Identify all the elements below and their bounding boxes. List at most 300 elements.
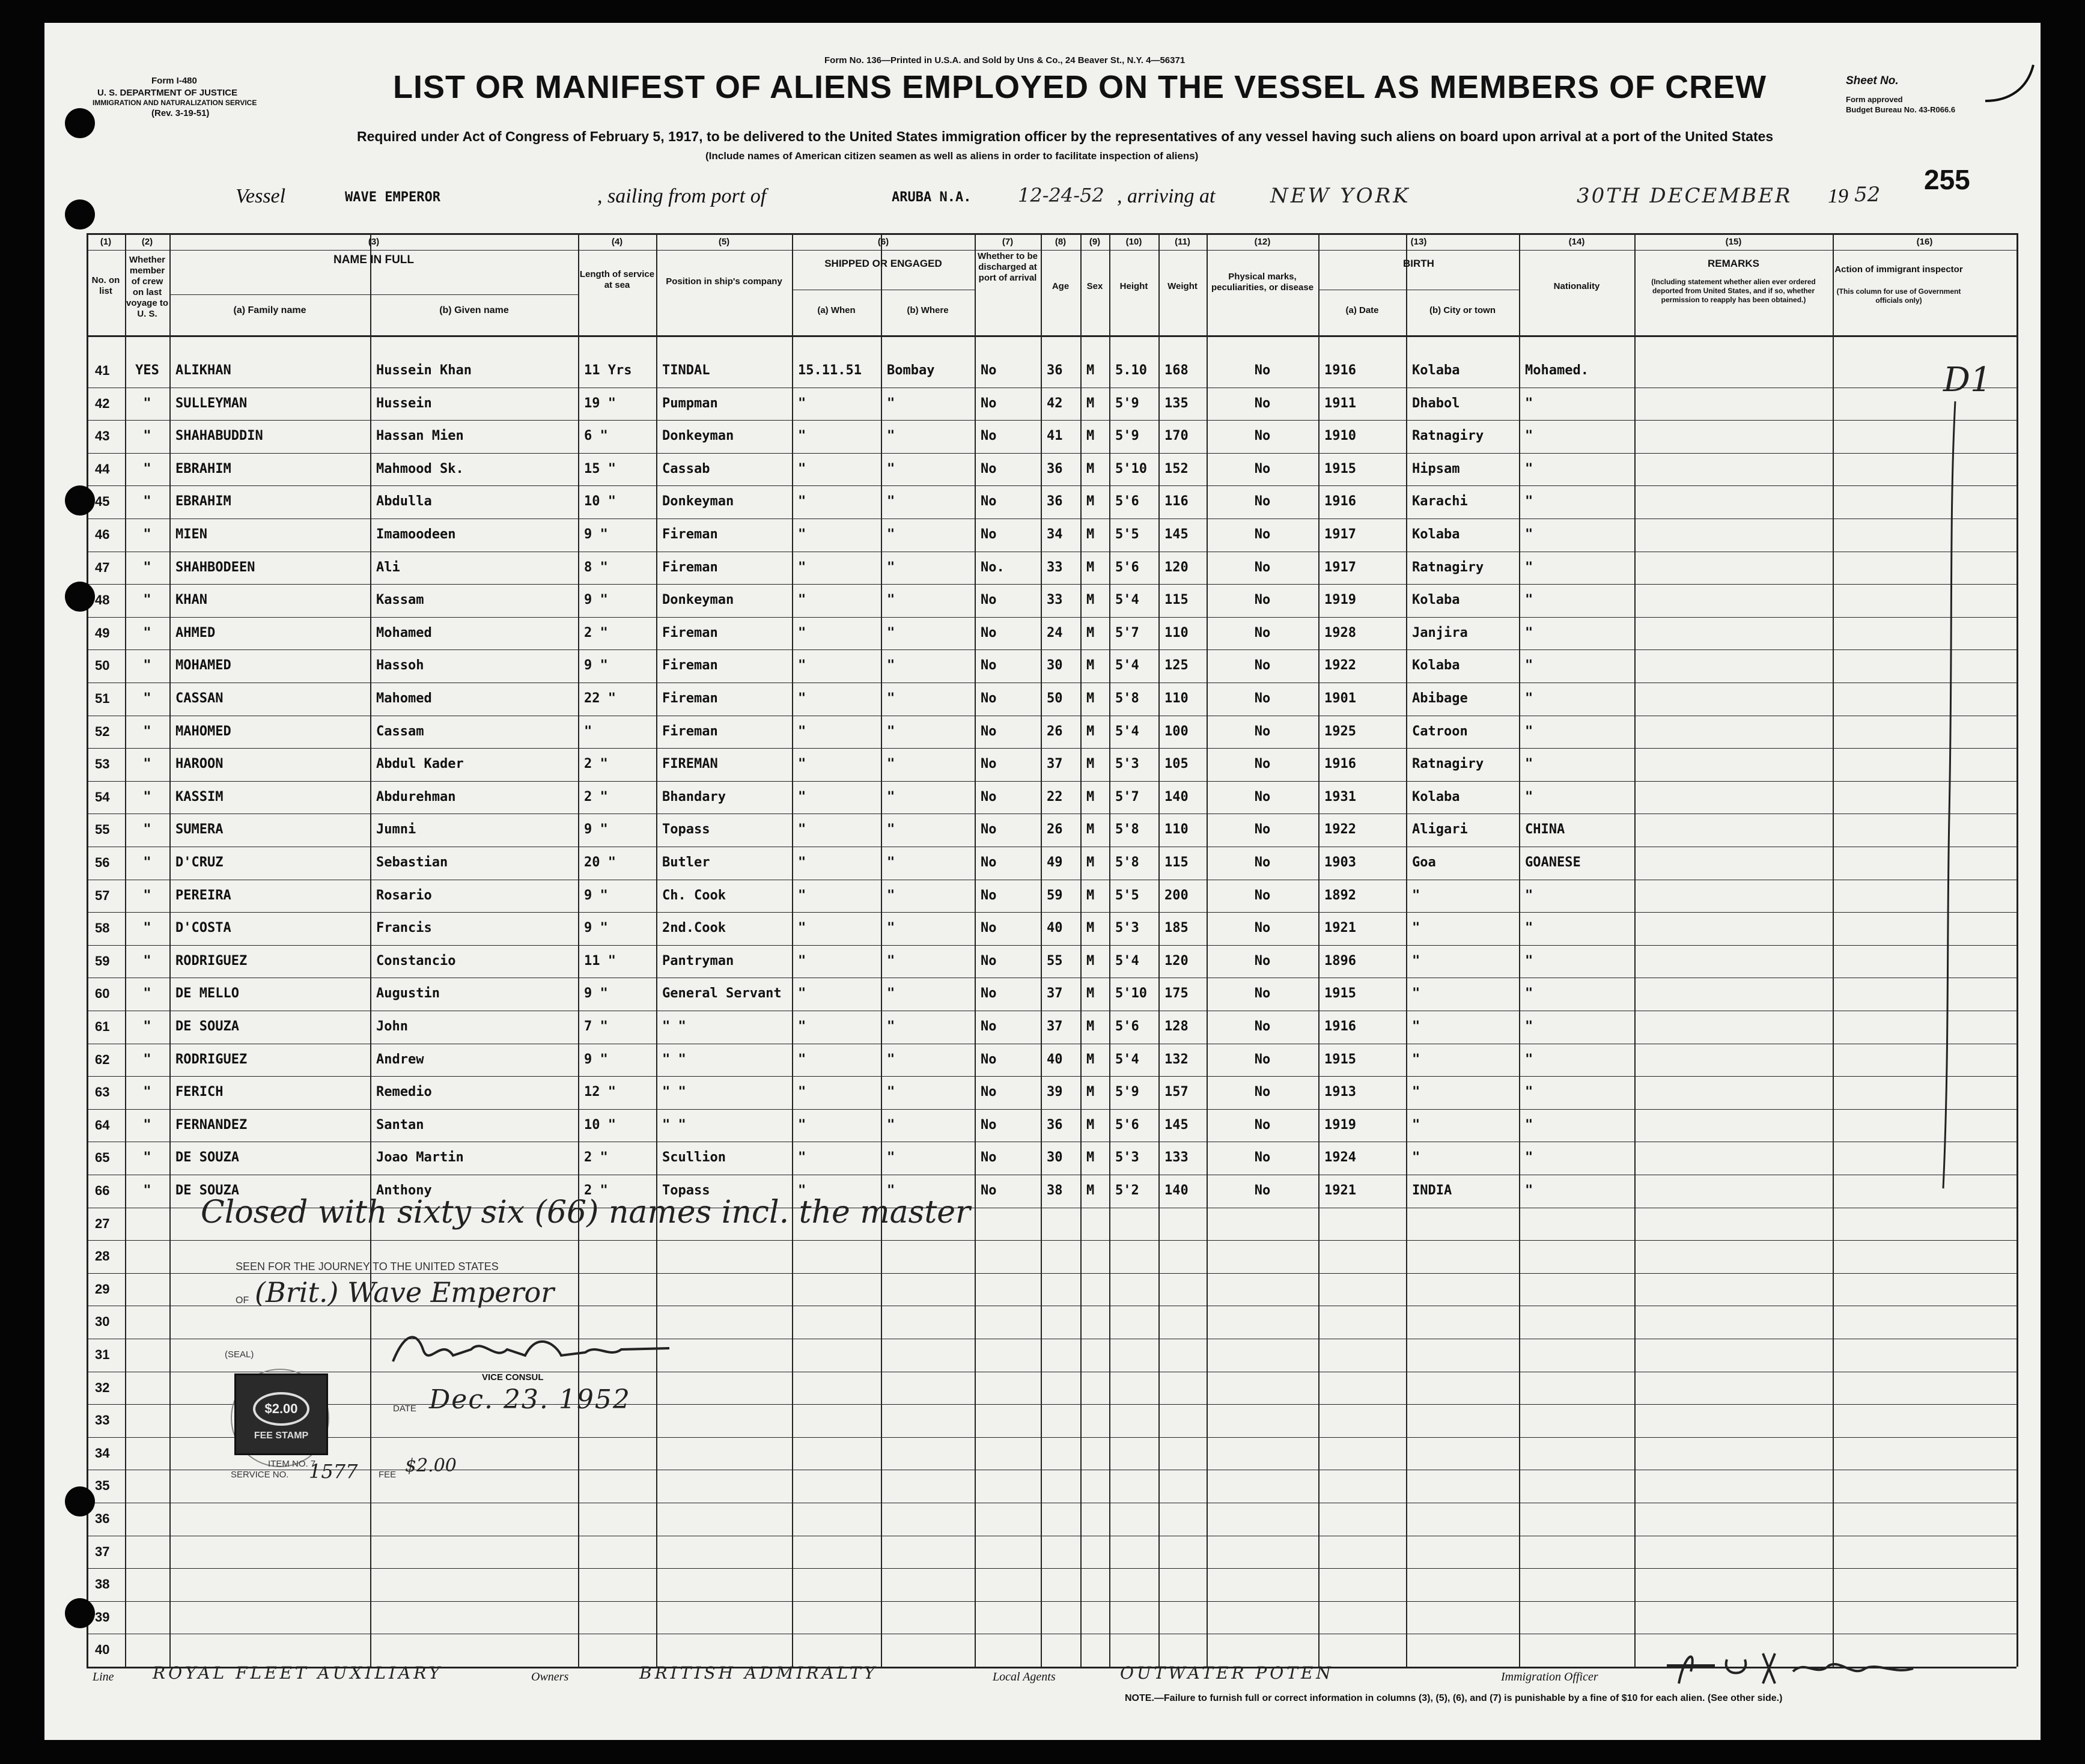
cell-service: 6 " [584, 428, 608, 444]
cell-where: " [887, 1084, 895, 1100]
consul-service-label: SERVICE NO. [231, 1470, 289, 1480]
cell-position: " " [662, 1117, 686, 1133]
cell-family: FERNANDEZ [175, 1117, 248, 1133]
cell-when: " [798, 1117, 806, 1133]
grid-column-line [1634, 233, 1636, 1667]
cell-weight: 115 [1164, 855, 1189, 870]
row-list-number: 45 [95, 494, 110, 509]
row-list-number: 48 [95, 592, 110, 608]
cell-prev: " [143, 1183, 151, 1198]
grid-row-line [87, 1109, 2017, 1110]
cell-nat: " [1525, 559, 1533, 575]
consul-date-label: DATE [393, 1404, 416, 1414]
inspector-bracket-line [1931, 395, 1967, 1194]
cell-service: 15 " [584, 461, 616, 476]
cell-given: Ali [376, 559, 400, 575]
row-list-number: 64 [95, 1117, 110, 1133]
grid-header-line [87, 335, 2017, 337]
grid-row-line [87, 1240, 2017, 1241]
grid-row-line [87, 453, 2017, 454]
year-prefix: 19 [1828, 185, 1848, 207]
cell-position: Donkeyman [662, 592, 734, 608]
consul-fee-value: $2.00 [405, 1455, 457, 1476]
cell-bdate: 1917 [1324, 527, 1356, 542]
cell-age: 37 [1047, 1019, 1063, 1034]
cell-service: 12 " [584, 1084, 616, 1100]
cell-disch: No [981, 592, 997, 608]
cell-nat: " [1525, 986, 1533, 1002]
cell-weight: 120 [1164, 953, 1189, 969]
column-number: (13) [1410, 237, 1427, 247]
cell-prev: " [143, 953, 151, 969]
cell-bdate: 1913 [1324, 1084, 1356, 1100]
cell-weight: 168 [1164, 363, 1189, 378]
cell-height: 5'4 [1115, 723, 1139, 739]
grid-column-line [1158, 233, 1160, 1667]
cell-nat: " [1525, 658, 1533, 674]
cell-weight: 128 [1164, 1019, 1189, 1034]
cell-marks: No [1254, 494, 1271, 509]
cell-position: Donkeyman [662, 494, 734, 509]
cell-sex: M [1086, 559, 1095, 575]
footer-agents-label: Local Agents [993, 1670, 1056, 1683]
column-number: (8) [1055, 237, 1067, 247]
cell-age: 39 [1047, 1084, 1063, 1100]
footer-line-label: Line [93, 1670, 114, 1683]
cell-prev: " [143, 855, 151, 870]
cell-weight: 116 [1164, 494, 1189, 509]
cell-marks: No [1254, 822, 1271, 838]
cell-prev: " [143, 691, 151, 706]
header-birth: BIRTH [1403, 258, 1434, 269]
grid-column-line [1080, 233, 1082, 1667]
cell-nat: " [1525, 789, 1533, 804]
grid-column-line [1406, 233, 1407, 1667]
cell-service: 11 Yrs [584, 363, 632, 378]
inspector-mark: D1 [1943, 360, 1992, 400]
cell-service: 9 " [584, 822, 608, 838]
cell-marks: No [1254, 855, 1271, 870]
cell-prev: " [143, 1084, 151, 1100]
grid-column-line [1207, 233, 1208, 1667]
cell-weight: 200 [1164, 887, 1189, 903]
cell-given: Anthony [376, 1183, 432, 1198]
empty-row-number: 27 [95, 1215, 110, 1231]
header-inspector-action: Action of immigrant inspector [1834, 264, 1963, 275]
cell-family: KASSIM [175, 789, 224, 804]
cell-position: Fireman [662, 658, 718, 674]
cell-nat: " [1525, 527, 1533, 542]
grid-colnum-line [87, 250, 2017, 251]
cell-bdate: 1910 [1324, 428, 1356, 444]
cell-bdate: 1917 [1324, 559, 1356, 575]
empty-row-number: 40 [95, 1642, 110, 1658]
cell-age: 26 [1047, 723, 1063, 739]
column-number: (16) [1916, 237, 1933, 247]
cell-when: " [798, 527, 806, 542]
row-list-number: 49 [95, 625, 110, 640]
cell-height: 5'10 [1115, 986, 1147, 1002]
grid-row-line [87, 1404, 2017, 1405]
arriving-label: , arriving at [1117, 185, 1216, 207]
cell-family: RODRIGUEZ [175, 1051, 248, 1067]
grid-column-line [87, 233, 88, 1667]
cell-position: FIREMAN [662, 756, 718, 772]
cell-where: " [887, 887, 895, 903]
cell-age: 55 [1047, 953, 1063, 969]
cell-position: " " [662, 1084, 686, 1100]
cell-where: " [887, 658, 895, 674]
cell-prev: " [143, 1051, 151, 1067]
row-list-number: 42 [95, 395, 110, 411]
cell-position: Topass [662, 1183, 710, 1198]
cell-bdate: 1921 [1324, 920, 1356, 936]
grid-row-line [87, 584, 2017, 585]
cell-prev: " [143, 625, 151, 640]
cell-age: 40 [1047, 1051, 1063, 1067]
cell-bcity: Ratnagiry [1412, 559, 1484, 575]
cell-when: " [798, 887, 806, 903]
cell-bcity: Abibage [1412, 691, 1468, 706]
sailing-port: ARUBA N.A. [892, 190, 972, 205]
cell-where: " [887, 1051, 895, 1067]
cell-weight: 145 [1164, 1117, 1189, 1133]
footer-agents-value: OUTWATER POTEN [1120, 1663, 1334, 1683]
cell-weight: 145 [1164, 527, 1189, 542]
cell-family: SUMERA [175, 822, 224, 838]
department: U. S. DEPARTMENT OF JUSTICE [97, 88, 238, 98]
cell-service: 9 " [584, 592, 608, 608]
empty-row-number: 39 [95, 1609, 110, 1625]
row-list-number: 53 [95, 756, 110, 772]
cell-bcity: Karachi [1412, 494, 1468, 509]
cell-nat: " [1525, 723, 1533, 739]
row-list-number: 51 [95, 691, 110, 706]
grid-column-line [792, 233, 793, 1667]
cell-disch: No [981, 395, 997, 411]
cell-where: " [887, 1150, 895, 1166]
cell-sex: M [1086, 658, 1095, 674]
header-family-name: (a) Family name [233, 305, 306, 315]
header-remarks-note: (Including statement whether alien ever ordered deported from United States, and if so, whether permission to reapply has been obtained.) [1651, 278, 1816, 304]
cell-marks: No [1254, 723, 1271, 739]
header-shipped-when: (a) When [817, 305, 856, 315]
cell-family: AHMED [175, 625, 216, 640]
cell-service: 10 " [584, 1117, 616, 1133]
cell-bdate: 1903 [1324, 855, 1356, 870]
cell-service: 22 " [584, 691, 616, 706]
cell-bcity: Goa [1412, 855, 1436, 870]
header-birth-city: (b) City or town [1429, 305, 1496, 315]
grid-column-line [1109, 233, 1110, 1667]
cell-weight: 110 [1164, 691, 1189, 706]
grid-column-line [2017, 233, 2018, 1667]
cell-family: DE SOUZA [175, 1019, 239, 1034]
cell-bdate: 1924 [1324, 1150, 1356, 1166]
cell-disch: No [981, 1051, 997, 1067]
cell-disch: No [981, 1183, 997, 1198]
cell-disch: No [981, 855, 997, 870]
cell-marks: No [1254, 1150, 1271, 1166]
cell-service: 8 " [584, 559, 608, 575]
punch-hole [65, 582, 95, 612]
cell-height: 5'5 [1115, 887, 1139, 903]
cell-prev: YES [135, 363, 159, 378]
cell-height: 5'4 [1115, 592, 1139, 608]
cell-family: EBRAHIM [175, 494, 231, 509]
cell-weight: 170 [1164, 428, 1189, 444]
cell-prev: " [143, 428, 151, 444]
cell-service: 9 " [584, 658, 608, 674]
cell-sex: M [1086, 723, 1095, 739]
cell-given: Francis [376, 920, 432, 936]
cell-service: 7 " [584, 1019, 608, 1034]
form-approved: Form approved [1846, 95, 1903, 104]
cell-bcity: Kolaba [1412, 658, 1460, 674]
cell-position: " " [662, 1019, 686, 1034]
grid-row-line [87, 1437, 2017, 1438]
cell-sex: M [1086, 494, 1095, 509]
cell-family: RODRIGUEZ [175, 953, 248, 969]
cell-bdate: 1921 [1324, 1183, 1356, 1198]
cell-given: Hassoh [376, 658, 424, 674]
cell-age: 33 [1047, 559, 1063, 575]
cell-position: Cassab [662, 461, 710, 476]
column-number: (7) [1002, 237, 1014, 247]
cell-given: Kassam [376, 592, 424, 608]
cell-position: 2nd.Cook [662, 920, 726, 936]
cell-position: Fireman [662, 527, 718, 542]
cell-position: Fireman [662, 625, 718, 640]
cell-disch: No [981, 756, 997, 772]
cell-weight: 110 [1164, 625, 1189, 640]
cell-service: 9 " [584, 887, 608, 903]
cell-bdate: 1922 [1324, 658, 1356, 674]
grid-column-line [881, 233, 882, 1667]
cell-marks: No [1254, 395, 1271, 411]
row-list-number: 44 [95, 461, 110, 476]
row-list-number: 55 [95, 822, 110, 838]
cell-height: 5'6 [1115, 559, 1139, 575]
consul-date: Dec. 23. 1952 [429, 1384, 631, 1415]
cell-bdate: 1916 [1324, 494, 1356, 509]
cell-age: 42 [1047, 395, 1063, 411]
cell-weight: 125 [1164, 658, 1189, 674]
cell-service: 19 " [584, 395, 616, 411]
cell-given: Abdulla [376, 494, 432, 509]
cell-marks: No [1254, 887, 1271, 903]
cell-bdate: 1915 [1324, 461, 1356, 476]
cell-age: 24 [1047, 625, 1063, 640]
cell-age: 50 [1047, 691, 1063, 706]
cell-height: 5'6 [1115, 1117, 1139, 1133]
cell-where: " [887, 494, 895, 509]
cell-nat: " [1525, 887, 1533, 903]
empty-row-number: 37 [95, 1544, 110, 1559]
footer-officer-label: Immigration Officer [1501, 1670, 1598, 1683]
cell-family: SULLEYMAN [175, 395, 248, 411]
empty-row-number: 31 [95, 1347, 110, 1362]
cell-bcity: " [1412, 1019, 1420, 1034]
cell-weight: 152 [1164, 461, 1189, 476]
cell-family: PEREIRA [175, 887, 231, 903]
cell-given: Rosario [376, 887, 432, 903]
cell-marks: No [1254, 592, 1271, 608]
cell-height: 5'5 [1115, 527, 1139, 542]
cell-bcity: Kolaba [1412, 527, 1460, 542]
cell-given: Hussein [376, 395, 432, 411]
footer-owners-value: BRITISH ADMIRALTY [639, 1663, 878, 1683]
cell-prev: " [143, 461, 151, 476]
cell-given: Mohamed [376, 625, 432, 640]
row-list-number: 63 [95, 1084, 110, 1100]
cell-bcity: Kolaba [1412, 592, 1460, 608]
header-weight: Weight [1167, 281, 1198, 291]
cell-disch: No [981, 1019, 997, 1034]
cell-prev: " [143, 1117, 151, 1133]
cell-sex: M [1086, 1084, 1095, 1100]
column-number: (4) [611, 237, 623, 247]
cell-bdate: 1896 [1324, 953, 1356, 969]
cell-bcity: " [1412, 1084, 1420, 1100]
cell-bcity: Janjira [1412, 625, 1468, 640]
cell-given: Mahomed [376, 691, 432, 706]
footer-owners-label: Owners [531, 1670, 569, 1683]
cell-sex: M [1086, 920, 1095, 936]
cell-height: 5'9 [1115, 428, 1139, 444]
cell-weight: 115 [1164, 592, 1189, 608]
cell-height: 5'2 [1115, 1183, 1139, 1198]
cell-height: 5'4 [1115, 658, 1139, 674]
grid-column-line [578, 233, 579, 1667]
cell-weight: 100 [1164, 723, 1189, 739]
cell-position: Topass [662, 822, 710, 838]
vessel-name: WAVE EMPEROR [345, 190, 440, 205]
grid-column-line [370, 233, 371, 1667]
cell-disch: No [981, 658, 997, 674]
grid-row-line [87, 945, 2017, 946]
cell-height: 5'9 [1115, 395, 1139, 411]
cell-when: " [798, 986, 806, 1002]
cell-prev: " [143, 1019, 151, 1034]
arrival-port: NEW YORK [1270, 184, 1411, 208]
cell-where: " [887, 723, 895, 739]
cell-marks: No [1254, 363, 1271, 378]
cell-service: 2 " [584, 625, 608, 640]
cell-disch: No [981, 691, 997, 706]
cell-disch: No [981, 1117, 997, 1133]
cell-disch: No [981, 887, 997, 903]
cell-when: " [798, 1019, 806, 1034]
form-number: Form I-480 [151, 76, 197, 86]
cell-age: 41 [1047, 428, 1063, 444]
cell-marks: No [1254, 1051, 1271, 1067]
grid-column-line [656, 233, 657, 1667]
cell-family: HAROON [175, 756, 224, 772]
cell-nat: " [1525, 395, 1533, 411]
budget-bureau: Budget Bureau No. 43-R066.6 [1846, 105, 1956, 114]
cell-service: " [584, 723, 592, 739]
cell-age: 59 [1047, 887, 1063, 903]
cell-bdate: 1915 [1324, 986, 1356, 1002]
column-number: (3) [368, 237, 380, 247]
cell-disch: No [981, 953, 997, 969]
cell-when: " [798, 559, 806, 575]
cell-nat: " [1525, 625, 1533, 640]
grid-row-line [87, 1076, 2017, 1077]
cell-given: Hassan Mien [376, 428, 464, 444]
cell-bcity: " [1412, 1051, 1420, 1067]
cell-nat: " [1525, 1150, 1533, 1166]
grid-row-line [87, 748, 2017, 749]
cell-given: Santan [376, 1117, 424, 1133]
cell-weight: 135 [1164, 395, 1189, 411]
cell-service: 2 " [584, 1150, 608, 1166]
cell-prev: " [143, 887, 151, 903]
cell-position: Fireman [662, 559, 718, 575]
cell-bcity: " [1412, 986, 1420, 1002]
column-number: (6) [877, 237, 889, 247]
cell-service: 9 " [584, 920, 608, 936]
cell-height: 5'10 [1115, 461, 1147, 476]
cell-prev: " [143, 822, 151, 838]
manifest-sheet [44, 23, 2041, 1740]
column-number: (11) [1175, 237, 1190, 247]
grid-row-line [87, 420, 2017, 421]
cell-when: " [798, 1150, 806, 1166]
footer-note: NOTE.—Failure to furnish full or correct information in columns (3), (5), (6), and (7) is punishable by a fine of $10 for each alien. (See other side.) [1125, 1693, 1783, 1703]
cell-age: 37 [1047, 756, 1063, 772]
cell-age: 36 [1047, 1117, 1063, 1133]
header-inspector-note: (This column for use of Government officials only) [1836, 287, 1961, 305]
header-length-of-service: Length of service at sea [579, 269, 655, 290]
cell-where: " [887, 461, 895, 476]
cell-age: 37 [1047, 986, 1063, 1002]
cell-prev: " [143, 395, 151, 411]
cell-family: D'COSTA [175, 920, 231, 936]
cell-given: Jumni [376, 822, 416, 838]
cell-where: " [887, 855, 895, 870]
cell-family: D'CRUZ [175, 855, 224, 870]
cell-bdate: 1919 [1324, 1117, 1356, 1133]
cell-height: 5'6 [1115, 494, 1139, 509]
cell-disch: No [981, 822, 997, 838]
cell-sex: M [1086, 1150, 1095, 1166]
cell-bcity: " [1412, 887, 1420, 903]
cell-nat: " [1525, 592, 1533, 608]
cell-service: 2 " [584, 756, 608, 772]
cell-when: " [798, 1183, 806, 1198]
header-shipped-where: (b) Where [907, 305, 949, 315]
cell-marks: No [1254, 559, 1271, 575]
empty-row-number: 35 [95, 1478, 110, 1494]
immigration-officer-signature [1655, 1641, 1931, 1689]
cell-given: Augustin [376, 986, 440, 1002]
cell-when: " [798, 920, 806, 936]
header-shipped-engaged: SHIPPED OR ENGAGED [824, 258, 942, 269]
row-list-number: 50 [95, 658, 110, 674]
vice-consul-label: VICE CONSUL [482, 1372, 544, 1382]
cell-prev: " [143, 527, 151, 542]
cell-service: 10 " [584, 494, 616, 509]
cell-when: " [798, 723, 806, 739]
header-discharged: Whether to be discharged at port of arrival [978, 251, 1038, 283]
cell-service: 9 " [584, 1051, 608, 1067]
cell-nat: " [1525, 1051, 1533, 1067]
cell-sex: M [1086, 822, 1095, 838]
sheet-label: Sheet No. [1846, 75, 1899, 87]
empty-row-number: 29 [95, 1281, 110, 1297]
